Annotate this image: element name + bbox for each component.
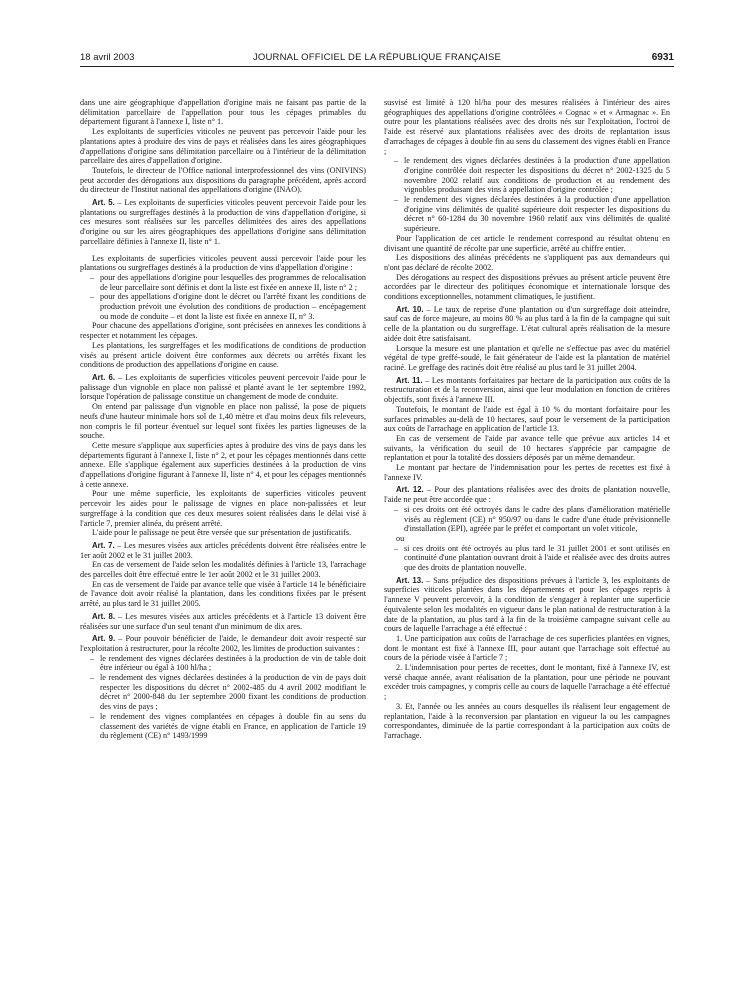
article-text: – Les exploitants de superficies viticoles peuvent percevoir l'aide pour les plantations ou surgreffages destinés à la production de vins d'appellation d'origine, si ces mesures sont réalisées sur les parcelles délimitées des aires des appellations d'origine ou sur les aires géographiques des appellations d'origine sans délimitation parcellaire définies à l'annexe II, liste n° 1. <box>80 198 366 246</box>
list-item: – si ces droits ont été octroyés au plus tard le 31 juillet 2001 et sont utilisés en continuité d'une plantation ouvrant droit à l'aide et réalisée avec des droits autres que des droits de plantation nouvelle. <box>396 544 670 573</box>
article-6 <box>80 373 366 402</box>
bullet-list <box>384 505 670 534</box>
paragraph: Pour l'application de cet article le rendement correspond au résultat obtenu en divisant une quantité de récolte par une superficie, arrêté au chiffre entier. <box>384 233 670 253</box>
article-13 <box>384 576 670 634</box>
paragraph: Les exploitants de superficies viticoles peuvent aussi percevoir l'aide pour les plantations ou surgreffages destinés à la production de vins d'appellation d'origine : <box>80 253 366 273</box>
article-label: Art. 10. <box>396 304 424 314</box>
list-item: – le rendement des vignes déclarées destinées à la production de vin de table doit être inférieur ou égal à 100 hl/ha ; <box>92 654 366 673</box>
article-text: – Les mesures visées aux articles précédents et à l'article 13 doivent être réalisées sur une surface d'un seul tenant d'un minimum de dix ares. <box>80 611 366 631</box>
list-item: – le rendement des vignes déclarées destinées à la production de vin de pays doit respecter les dispositions du décret n° 2002-485 du 4 avril 2002 modifiant le décret n° 2000-848 du 1er septembre 2000 fixant les conditions de production des vins de pays ; <box>92 673 366 712</box>
article-text: – Les exploitants de superficies viticoles peuvent percevoir l'aide pour le palissage d'un vignoble en place non palissé et planté avant le 1er septembre 1992, lorsque l'opération de palissage constitue un changement de mode de conduite. <box>80 372 366 402</box>
article-label: Art. 12. <box>396 485 424 495</box>
article-text: – Pour des plantations réalisées avec des droits de plantation nouvelle, l'aide ne peut être accordée que : <box>384 485 670 505</box>
paragraph: En cas de versement de l'aide par avance telle que prévue aux articles 14 et suivants, la vérification du seuil de 10 hectares s'apprécie par campagne de replantation et pour la totalité des dossiers déposés par un même demandeur. <box>384 433 670 463</box>
article-11 <box>384 376 670 405</box>
paragraph: Pour chacune des appellations d'origine, sont précisées en annexes les conditions à respecter et notamment les cépages. <box>80 321 366 341</box>
paragraph: Pour une même superficie, les exploitants de superficies viticoles peuvent percevoir les aides pour le palissage de vignes en place non-palissées et leur surgreffage à la condition que ces deux mesures soient réalisées dans le délai visé à l'article 7, premier alinéa, du présent arrêté. <box>80 489 366 528</box>
list-item: – si ces droits ont été octroyés dans le cadre des plans d'amélioration matérielle visés au règlement (CE) n° 950/97 ou dans le cadre d'une étude prévisionnelle d'installation (EPI), agréée par le préfet et comportant un volet viticole, <box>396 505 670 534</box>
article-label: Art. 11. <box>396 375 423 385</box>
article-8 <box>80 612 366 631</box>
list-item: – pour des appellations d'origine pour lesquelles des programmes de relocalisation de leur parcellaire sont définis et dont la liste est fixée en annexe II, liste n° 2 ; <box>92 273 366 292</box>
bullet-list <box>80 654 366 741</box>
article-label: Art. 13. <box>396 575 424 585</box>
left-column <box>80 98 366 978</box>
paragraph: En cas de versement de l'aide selon les modalités définies à l'article 13, l'arrachage des parcelles doit être effectué entre le 1er août 2002 et le 31 juillet 2003. <box>80 560 366 580</box>
journal-title: JOURNAL OFFICIEL DE LA RÉPUBLIQUE FRANÇAISE <box>252 52 502 63</box>
numbered-paragraph: 2. L'indemnisation pour pertes de recettes, dont le montant, fixé à l'annexe IV, est versé chaque année, avant réalisation de la plantation, pour une période ne pouvant excéder trois campagnes, y compris celle au cours de laquelle l'arrachage a été effectué ; <box>384 663 670 702</box>
right-column <box>384 98 670 978</box>
paragraph: Toutefois, le montant de l'aide est égal à 10 % du montant forfaitaire pour les surfaces primables au-delà de 10 hectares, sauf pour le versement de la participation aux coûts de l'arrachage en application de l'article 13. <box>384 404 670 434</box>
numbered-paragraph: 1. Une participation aux coûts de l'arrachage de ces superficies plantées en vignes, dont le montant est fixé à l'annexe III, pour autant que l'arrachage soit effectué au cours de la période visée à l'article 7 ; <box>384 633 670 663</box>
paragraph: Cette mesure s'applique aux superficies aptes à produire des vins de pays dans les départements figurant à l'annexe I, liste n° 2, et pour les cépages mentionnés dans cette annexe. Elle s'applique également aux superficies destinées à la production de vins d'appellations d'origine figurant à l'annexe II, liste n° 4, et pour les cépages mentionnés à cette annexe. <box>80 440 366 489</box>
paragraph: Le montant par hectare de l'indemnisation pour les pertes de recettes est fixé à l'annexe IV. <box>384 463 670 482</box>
list-item: – le rendement des vignes complantées en cépages à double fin au sens du classement des variétés de vigne établi en France, en application de l'article 19 du règlement (CE) n° 1493/1999 <box>92 712 366 741</box>
paragraph: Les exploitants de superficies viticoles ne peuvent pas percevoir l'aide pour les plantations aptes à produire des vins de pays et réalisées dans les aires géographiques d'appellations d'origine sans délimitation parcellaire ou à l'intérieur de la délimitation parcellaire des aires d'appellation d'origine. <box>80 127 366 166</box>
paragraph: Les plantations, les surgreffages et les modifications de conditions de production visés au présent article doivent être conformes aux décrets ou arrêtés fixant les conditions de production des appellations d'origine en cause. <box>80 340 366 370</box>
paragraph: Les dispositions des alinéas précédents ne s'appliquent pas aux demandeurs qui n'ont pas déclaré de récolte 2002. <box>384 253 670 272</box>
header-date: 18 avril 2003 <box>80 52 135 63</box>
article-text: – Le taux de reprise d'une plantation ou d'un surgreffage doit atteindre, sauf cas de force majeure, au moins 80 % au plus tard à la fin de la campagne qui suit celle de la plantation ou du surgreffage. L'état cultural après réalisation de la mesure aidée doit être satisfaisant. <box>384 304 670 343</box>
article-12 <box>384 485 670 504</box>
paragraph: En cas de versement de l'aide par avance telle que visée à l'article 14 le bénéficiaire de l'avance doit avoir réalisé la plantation, dans les conditions fixées par le présent arrêté, au plus tard le 31 juillet 2005. <box>80 579 366 609</box>
article-text: – Sans préjudice des dispositions prévues à l'article 3, les exploitants de superficies viticoles plantées dans les départements et pour les cépages repris à l'annexe V peuvent percevoir, à la condition de s'engager à replanter une superficie équivalente selon les modalités en vigueur dans le plan national de restructuration à la date de la plantation, au plus tard à la fin de la troisième campagne suivant celle au cours de laquelle l'arrachage a été effectué : <box>384 575 670 634</box>
list-item: – le rendement des vignes déclarées destinées à la production d'une appellation d'origine vins délimités de qualité supérieure doit respecter les dispositions du décret n° 60-1284 du 30 novembre 1960 relatif aux vins délimités de qualité supérieure. <box>396 195 670 234</box>
article-7 <box>80 541 366 560</box>
article-text: – Les mesures visées aux articles précédents doivent être réalisées entre le 1er août 2002 et le 31 juillet 2003. <box>80 540 366 560</box>
list-item: – le rendement des vignes déclarées destinées à la production d'une appellation d'origine contrôlée doit respecter les dispositions du décret n° 2002-1325 du 5 novembre 2002 relatif aux conditions de production et au rendement des vignobles produisant des vins à appellation d'origine contrôlée ; <box>396 156 670 195</box>
bullet-list <box>80 273 366 322</box>
article-5 <box>80 198 366 247</box>
numbered-paragraph: 3. Et, l'année ou les années au cours desquelles ils réalisent leur engagement de replantation, l'aide à la reconversion par plantation en vigueur la ou les campagnes correspondantes, diminuée de la partie correspondant à la participation aux coûts de l'arrachage. <box>384 701 670 740</box>
paragraph: Toutefois, le directeur de l'Office national interprofessionnel des vins (ONIVINS) peut accorder des dérogations aux dispositions du paragraphe précédent, après accord du directeur de l'Institut national des appellations d'origine (INAO). <box>80 165 366 195</box>
bullet-list <box>384 544 670 573</box>
article-9 <box>80 634 366 653</box>
paragraph: L'aide pour le palissage ne peut être versée que sur présentation de justificatifs. <box>92 528 352 538</box>
article-10 <box>384 305 670 344</box>
article-text: – Pour pouvoir bénéficier de l'aide, le demandeur doit avoir respecté sur l'exploitation à restructurer, pour la récolte 2002, les limites de production suivantes : <box>80 634 366 653</box>
article-label: Art. 6. <box>92 372 116 382</box>
header-rule <box>80 66 674 67</box>
bullet-list <box>384 156 670 234</box>
paragraph: susvisé est limité à 120 hl/ha pour des mesures réalisées à l'intérieur des aires géographiques des appellations d'origine contrôlées « Cognac » et « Armagnac ». En outre pour les plantations réalisées avec des droits nés sur l'exploitation, l'octroi de l'aide est réservé aux plantations réalisées avec des droits de replantation issus d'arrachages de cépages à double fin au sens du classement des vignes établi en France ; <box>384 98 670 156</box>
list-item: – pour des appellations d'origine dont le décret ou l'arrêté fixant les conditions de production prévoit une évolution des conditions de production – encépagement ou mode de conduite – et dont la liste est fixée en annexe II, n° 3. <box>92 292 366 321</box>
conjunction: ou <box>396 533 405 543</box>
paragraph: On entend par palissage d'un vignoble en place non palissé, la pose de piquets neufs d'une hauteur minimale hors sol de 1,40 mètre et d'au moins deux fils releveurs, non compris le fil porteur éventuel sur lequel sont fixées les parties ligneuses de la souche. <box>80 402 366 441</box>
article-label: Art. 5. <box>92 198 115 208</box>
article-text: – Les montants forfaitaires par hectare de la participation aux coûts de la restructuration et de la reconversion, ainsi que leur modulation en fonction de critères objectifs, sont fixés à l'annexe III. <box>384 375 670 405</box>
page-number: 6931 <box>651 52 674 63</box>
article-label: Art. 8. <box>92 611 116 621</box>
paragraph: dans une aire géographique d'appellation d'origine mais ne faisant pas partie de la délimitation parcellaire de l'appellation pour tous les cépages primables du département figurant à l'annexe I, liste n° 1. <box>80 98 366 127</box>
paragraph: Des dérogations au respect des dispositions prévues au présent article peuvent être accordées par le directeur des politiques économique et internationale lorsque des conditions exceptionnelles, notamment climatiques, le justifient. <box>384 272 670 302</box>
article-label: Art. 9. <box>92 634 116 644</box>
article-label: Art. 7. <box>92 540 115 550</box>
paragraph: Lorsque la mesure est une plantation et qu'elle ne s'effectue pas avec du matériel végétal de type greffé-soudé, le fait générateur de l'aide est la plantation de matériel raciné. Le greffage des racinés doit être réalisé au plus tard le 31 juillet 2004. <box>384 343 670 372</box>
